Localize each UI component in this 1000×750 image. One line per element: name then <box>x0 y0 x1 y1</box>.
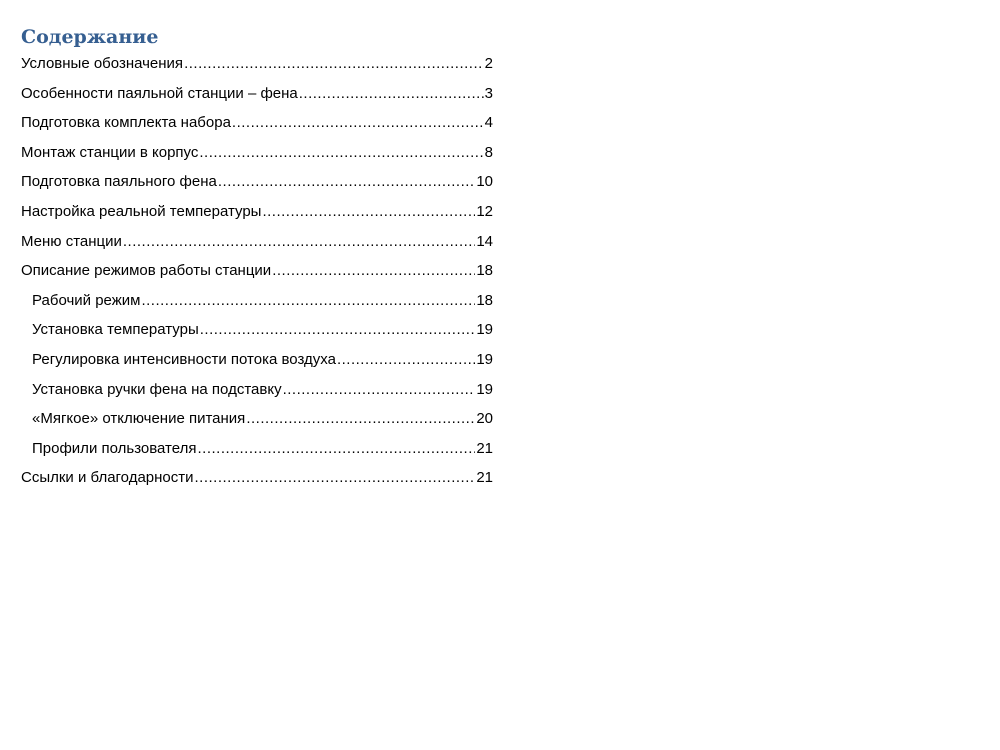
toc-dot-leader <box>246 409 475 429</box>
toc-entry[interactable] <box>21 409 493 439</box>
toc-entry-page: 8 <box>484 143 493 161</box>
toc-dot-leader <box>283 380 476 400</box>
toc-dot-leader <box>299 84 484 104</box>
toc-entry-page: 10 <box>476 173 493 191</box>
toc-entry-label: Профили пользователя <box>32 439 197 457</box>
toc-entry-page: 2 <box>484 55 493 72</box>
toc-entry-page: 12 <box>476 202 493 220</box>
toc-dot-leader <box>218 172 475 192</box>
toc-entry[interactable] <box>21 439 493 469</box>
toc-entry[interactable] <box>21 380 493 410</box>
toc-entry-page: 3 <box>484 84 493 102</box>
toc-entry[interactable] <box>21 54 493 84</box>
toc-entry-page: 18 <box>476 262 493 280</box>
toc-entry-label: Описание режимов работы станции <box>21 262 272 280</box>
toc-dot-leader <box>123 232 475 252</box>
toc-entry-label: Подготовка паяльного фена <box>21 173 217 191</box>
toc-entry[interactable] <box>21 468 493 498</box>
toc-entry-page: 21 <box>476 469 493 487</box>
toc-entry-page: 20 <box>476 410 493 428</box>
toc-entry-page: 19 <box>476 350 493 368</box>
toc-entry[interactable] <box>21 320 493 350</box>
toc-entry[interactable] <box>21 291 493 321</box>
toc-entry-label: Установка температуры <box>32 321 199 339</box>
toc-entry[interactable] <box>21 202 493 232</box>
toc-entry-label: Ссылки и благодарности <box>21 469 194 487</box>
toc-entry[interactable] <box>21 232 493 262</box>
toc-entry[interactable] <box>21 261 493 291</box>
toc-dot-leader <box>337 350 475 370</box>
toc-list <box>21 54 493 498</box>
toc-entry-label: Монтаж станции в корпус <box>21 143 199 161</box>
toc-entry[interactable] <box>21 84 493 114</box>
toc-dot-leader <box>141 291 475 311</box>
toc-entry[interactable] <box>21 172 493 202</box>
toc-entry-label: Условные обозначения <box>21 55 184 72</box>
toc-entry-label: Подготовка комплекта набора <box>21 114 231 132</box>
toc-entry-label: «Мягкое» отключение питания <box>32 410 246 428</box>
toc-entry-page: 18 <box>476 291 493 309</box>
toc-title: Содержание <box>21 26 159 48</box>
toc-entry-page: 4 <box>484 114 493 132</box>
toc-entry-label: Меню станции <box>21 232 122 250</box>
toc-dot-leader <box>199 143 483 163</box>
toc-dot-leader <box>272 261 475 281</box>
toc-entry-label: Рабочий режим <box>32 291 141 309</box>
toc-dot-leader <box>200 320 476 340</box>
toc-dot-leader <box>262 202 475 222</box>
toc-entry[interactable] <box>21 143 493 173</box>
toc-entry-label: Регулировка интенсивности потока воздуха <box>32 350 336 368</box>
toc-dot-leader <box>232 113 484 133</box>
toc-dot-leader <box>184 54 484 74</box>
toc-dot-leader <box>197 439 475 459</box>
toc-entry[interactable] <box>21 113 493 143</box>
toc-entry-label: Установка ручки фена на подставку <box>32 380 282 398</box>
toc-entry-label: Настройка реальной температуры <box>21 202 262 220</box>
toc-entry-page: 21 <box>476 439 493 457</box>
toc-entry[interactable] <box>21 350 493 380</box>
toc-entry-page: 14 <box>476 232 493 250</box>
table-of-contents <box>21 26 493 498</box>
toc-entry-page: 19 <box>476 321 493 339</box>
toc-dot-leader <box>195 468 476 488</box>
toc-entry-page: 19 <box>476 380 493 398</box>
toc-entry-label: Особенности паяльной станции – фена <box>21 84 298 102</box>
